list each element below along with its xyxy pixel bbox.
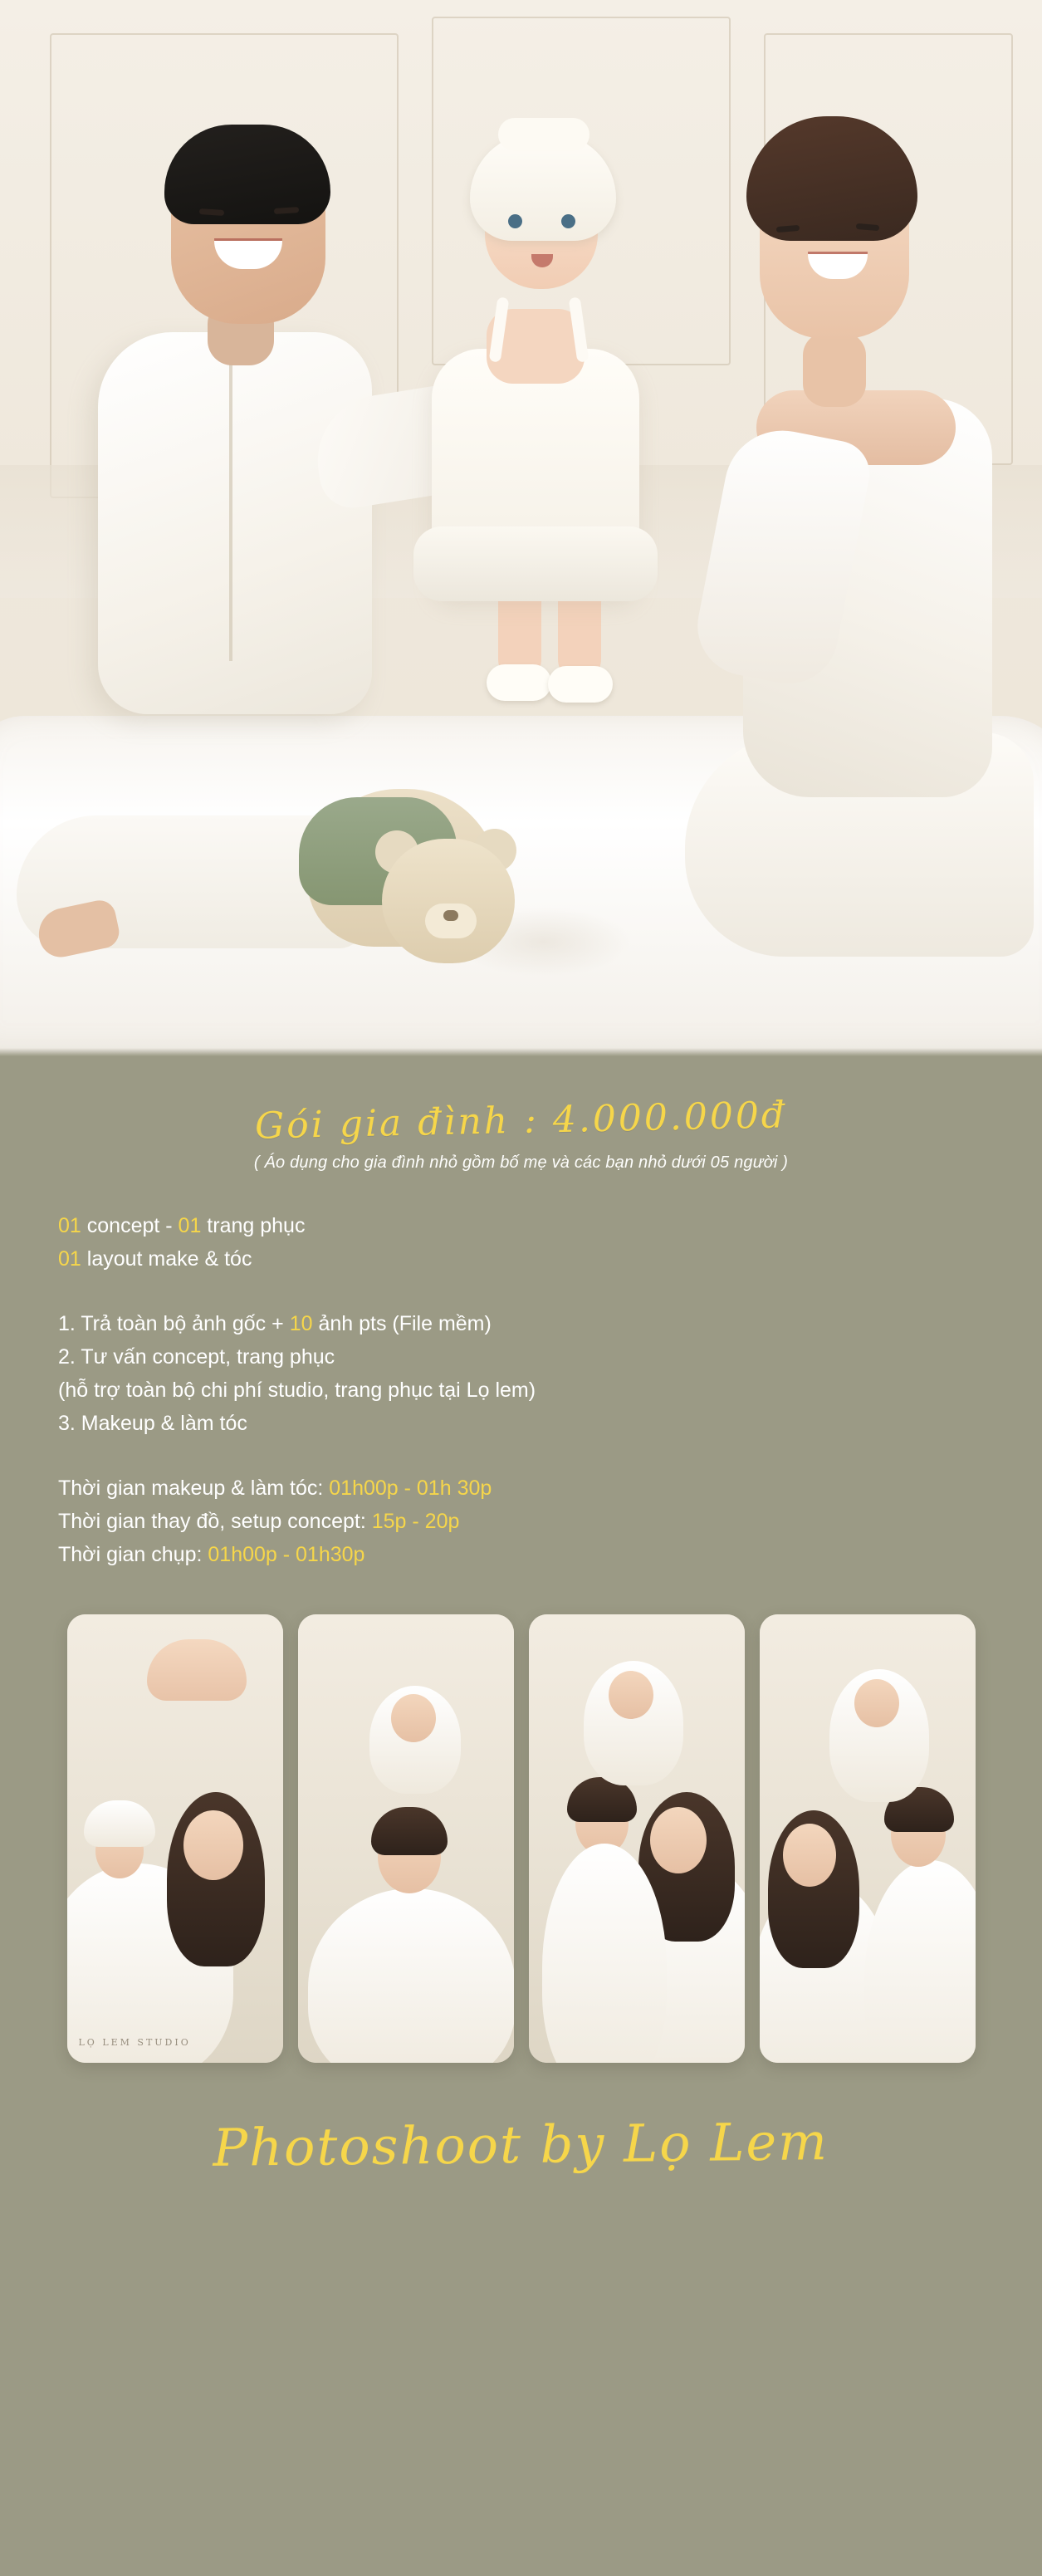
spacer-2 — [58, 1440, 984, 1472]
concept-label: concept - — [81, 1214, 179, 1237]
offer-title: Gói gia đình : 4.000.000đ — [254, 1094, 788, 1148]
offer-item: (hỗ trợ toàn bộ chi phí studio, trang phục tại Lọ lem) — [58, 1379, 536, 1402]
father-hair — [164, 125, 330, 224]
photo-gallery — [0, 1614, 1042, 2063]
baby-eye-left — [508, 214, 522, 228]
layout-count: 01 — [58, 1247, 81, 1271]
gallery-mother-face — [183, 1810, 243, 1880]
outfit-count: 01 — [178, 1214, 202, 1237]
offer-item-suffix: ảnh pts (File mềm) — [312, 1312, 492, 1335]
outfit-label: trang phục — [201, 1214, 306, 1237]
layout-line — [58, 1242, 984, 1276]
gallery-baby-face — [391, 1694, 436, 1742]
mother-neck — [803, 332, 866, 407]
gallery-mother-face — [783, 1824, 836, 1887]
timing-value: 01h00p - 01h 30p — [329, 1477, 492, 1500]
baby-eye-right — [561, 214, 575, 228]
timing-row — [58, 1538, 984, 1571]
teddy-bear-head — [382, 839, 515, 963]
spacer-1 — [58, 1276, 984, 1307]
teddy-bear-nose — [443, 910, 458, 921]
gallery-item[interactable] — [298, 1614, 514, 2063]
gallery-caption: LỌ LEM STUDIO — [78, 2037, 191, 2048]
teddy-bear-muzzle — [425, 904, 477, 938]
timing-label: Thời gian thay đồ, setup concept: — [58, 1510, 372, 1533]
father-shirt — [98, 332, 372, 714]
timing-label: Thời gian makeup & làm tóc: — [58, 1477, 330, 1500]
layout-label: layout make & tóc — [81, 1247, 252, 1271]
baby-shoe-left — [487, 664, 551, 701]
offer-item-highlight: 10 — [289, 1312, 313, 1335]
concept-line — [58, 1209, 984, 1242]
concept-count: 01 — [58, 1214, 81, 1237]
offer-item: 3. Makeup & làm tóc — [58, 1412, 247, 1435]
baby-shoe-right — [548, 666, 613, 703]
timing-row — [58, 1505, 984, 1538]
gallery-mother-face — [650, 1807, 707, 1873]
timing-row — [58, 1472, 984, 1505]
timing-label: Thời gian chụp: — [58, 1543, 208, 1566]
footer-brand-script: Photoshoot by Lọ Lem — [213, 2111, 829, 2178]
gallery-baby-face — [854, 1679, 899, 1727]
baby-bonnet — [470, 133, 616, 241]
offer-item — [58, 1307, 984, 1340]
gallery-baby-face — [609, 1671, 653, 1719]
gallery-item[interactable] — [529, 1614, 745, 2063]
timing-value: 15p - 20p — [371, 1510, 460, 1533]
offer-item: 2. Tư vấn concept, trang phục — [58, 1345, 335, 1369]
gallery-item[interactable] — [67, 1614, 283, 2063]
hero-bottom-fade — [0, 1048, 1042, 1056]
baby-dress — [432, 349, 639, 598]
offer-subtitle: ( Áo dụng cho gia đình nhỏ gồm bố mẹ và các bạn nhỏ dưới 05 người ) — [253, 1153, 789, 1172]
gallery-baby-bonnet — [84, 1800, 155, 1847]
gallery-item[interactable] — [760, 1614, 976, 2063]
offer-item-prefix: 1. Trả toàn bộ ảnh gốc + — [58, 1312, 290, 1335]
offer-content — [0, 1056, 1042, 1571]
timing-value: 01h00p - 01h30p — [208, 1543, 365, 1566]
gallery-raised-hand — [147, 1639, 247, 1701]
hero-family-photo — [0, 0, 1042, 1056]
